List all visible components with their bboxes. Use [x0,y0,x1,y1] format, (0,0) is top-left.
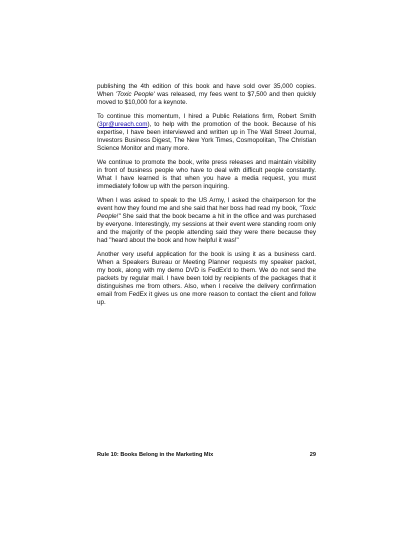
email-link[interactable]: 3pr@ureach.com [99,121,148,128]
paragraph-1 [97,83,316,107]
paragraph-3: We continue to promote the book, write press releases and maintain visibility in front of business people who have to deal with difficult people constantly. What I have learned is that when you have a media request, you must immediately follow up with the person inquiring. [97,159,316,190]
page-footer [97,452,316,458]
paragraph-2 [97,113,316,153]
paragraph-1-text: publishing the 4th edition of this book and have sold over 35,000 copies. When [97,83,316,98]
book-title: 'Toxic People' [115,91,155,98]
paragraph-4-text-after: She said that the book became a hit in the office and was purchased by everyone. Interestingly, my sessions at their event were standing room only and the majority of the people attending said they were there because they had "heard about the book and how helpful it was!" [97,213,316,244]
paragraph-2-text-after: ), to help with the promotion of the book. Because of his expertise, I have been interviewed and written up in The Wall Street Journal, Investors Business Digest, The New York Times, Cosmopolitan, The Christian Science Monitor and many more. [97,121,316,152]
book-title: "Toxic People!" [97,205,316,220]
paragraph-2-text-before: To continue this momentum, I hired a Public Relations firm, Robert Smith ( [97,113,316,128]
footer-chapter-title: Rule 10: Books Belong in the Marketing Mix [97,452,214,458]
body-text [97,83,316,313]
paragraph-4-text-before: When I was asked to speak to the US Army, I asked the chairperson for the event how they found me and she said that her boss had read my book, [97,197,316,212]
paragraph-1-text-after: was released, my fees went to $7,500 and then quickly moved to $10,000 for a keynote. [97,91,316,106]
paragraph-5: Another very useful application for the book is using it as a business card. When a Speakers Bureau or Meeting Planner requests my speaker packet, my book, along with my demo DVD is FedEx'd to them. We do not send the packets by regular mail. I have been told by recipients of the packages that it distinguishes me from others. Also, when I receive the delivery confirmation email from FedEx it gives us one more reason to contact the client and follow up. [97,251,316,306]
page-number: 29 [309,452,316,458]
paragraph-4 [97,197,316,245]
